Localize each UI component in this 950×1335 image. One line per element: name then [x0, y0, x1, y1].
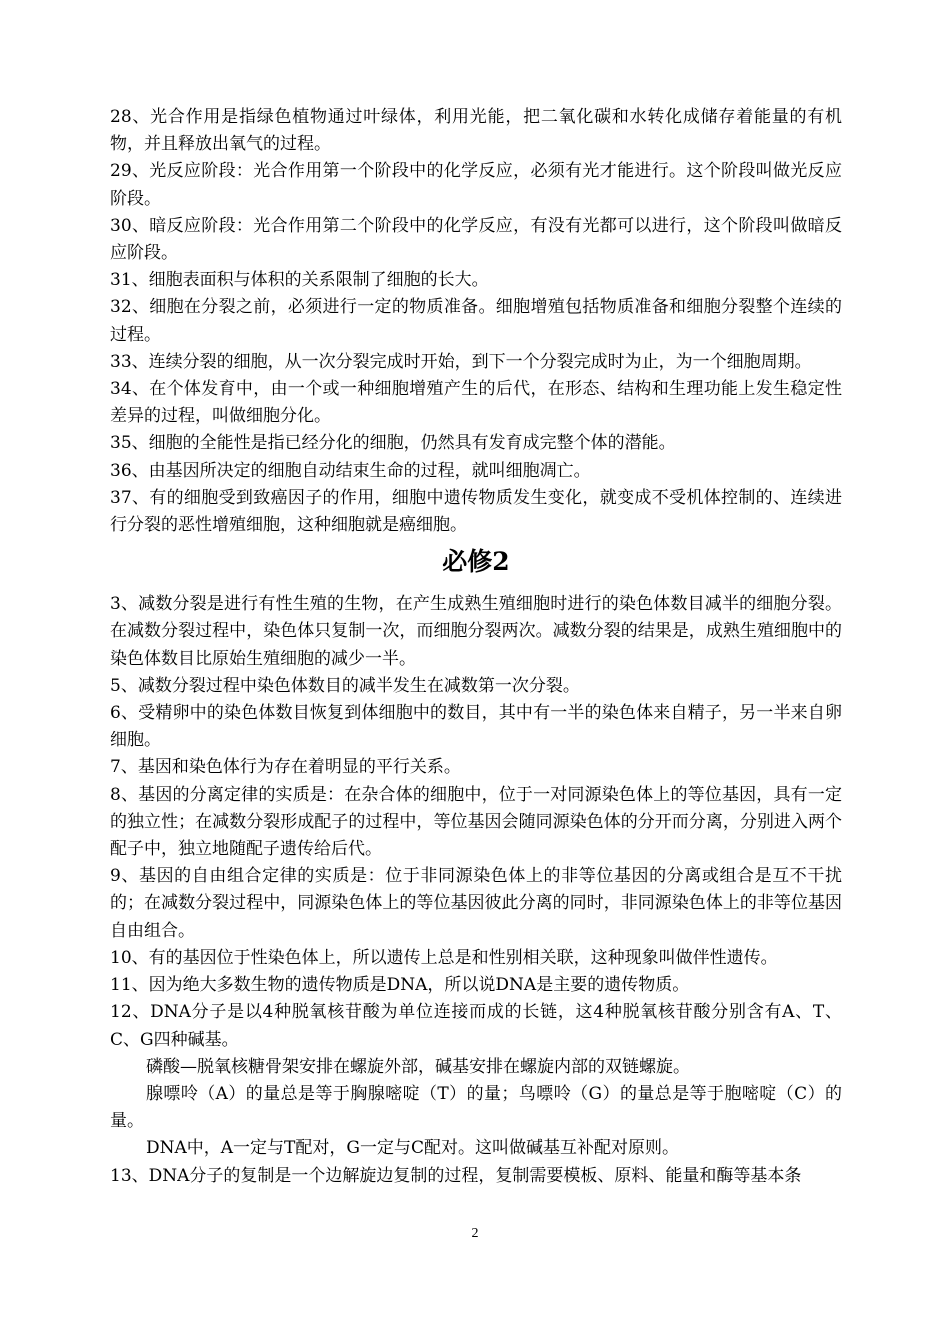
paragraph-35: 35、细胞的全能性是指已经分化的细胞，仍然具有发育成完整个体的潜能。 — [110, 433, 676, 454]
paragraph-7: 7、基因和染色体行为存在着明显的平行关系。 — [110, 757, 461, 778]
paragraph-37: 37、有的细胞受到致癌因子的作用，细胞中遗传物质发生变化，就变成不受机体控制的、连续进行分裂的恶性增殖细胞，这种细胞就是癌细胞。 — [110, 487, 842, 536]
paragraph-9: 9、基因的自由组合定律的实质是：位于非同源染色体上的非等位基因的分离或组合是互不干扰的；在减数分裂过程中，同源染色体上的等位基因彼此分离的同时，非同源染色体上的非等位基因自由组合。 — [110, 866, 842, 941]
paragraph-30: 30、暗反应阶段：光合作用第二个阶段中的化学反应，有没有光都可以进行，这个阶段叫做暗反应阶段。 — [110, 215, 842, 264]
indented-paragraph: 腺嘌呤（A）的量总是等于胸腺嘧啶（T）的量；鸟嘌呤（G）的量总是等于胞嘧啶（C）的量。 — [110, 1083, 842, 1132]
paragraph-33: 33、连续分裂的细胞，从一次分裂完成时开始，到下一个分裂完成时为止，为一个细胞周期。 — [110, 351, 812, 372]
paragraph-36: 36、由基因所决定的细胞自动结束生命的过程，就叫细胞凋亡。 — [110, 460, 591, 481]
paragraph-13: 13、DNA分子的复制是一个边解旋边复制的过程，复制需要模板、原料、能量和酶等基本条 — [110, 1165, 802, 1186]
paragraph-11: 11、因为绝大多数生物的遗传物质是DNA，所以说DNA是主要的遗传物质。 — [110, 975, 690, 996]
paragraph-3: 3、减数分裂是进行有性生殖的生物，在产生成熟生殖细胞时进行的染色体数目减半的细胞分裂。在减数分裂过程中，染色体只复制一次，而细胞分裂两次。减数分裂的结果是，成熟生殖细胞中的染色体数目比原始生殖细胞的减少一半。 — [110, 594, 842, 669]
paragraph-29: 29、光反应阶段：光合作用第一个阶段中的化学反应，必须有光才能进行。这个阶段叫做光反应阶段。 — [110, 161, 842, 209]
paragraph-12: 12、DNA分子是以4种脱氧核苷酸为单位连接而成的长链，这4种脱氧核苷酸分别含有A、T、C、G四种碱基。 — [110, 1002, 842, 1050]
page-number: 2 — [471, 1226, 479, 1241]
section-heading: 必修2 — [442, 547, 510, 577]
indented-paragraph: DNA中，A一定与T配对，G一定与C配对。这叫做碱基互补配对原则。 — [146, 1138, 679, 1159]
paragraph-5: 5、减数分裂过程中染色体数目的减半发生在减数第一次分裂。 — [110, 675, 580, 696]
paragraph-28: 28、光合作用是指绿色植物通过叶绿体，利用光能，把二氧化碳和水转化成储存着能量的有机物，并且释放出氧气的过程。 — [110, 107, 842, 155]
paragraph-32: 32、细胞在分裂之前，必须进行一定的物质准备。细胞增殖包括物质准备和细胞分裂整个连续的过程。 — [110, 297, 842, 345]
indented-paragraph: 磷酸—脱氧核糖骨架安排在螺旋外部，碱基安排在螺旋内部的双链螺旋。 — [146, 1056, 690, 1077]
paragraph-31: 31、细胞表面积与体积的关系限制了细胞的长大。 — [110, 270, 489, 291]
paragraph-10: 10、有的基因位于性染色体上，所以遗传上总是和性别相关联，这种现象叫做伴性遗传。 — [110, 947, 778, 968]
paragraph-34: 34、在个体发育中，由一个或一种细胞增殖产生的后代，在形态、结构和生理功能上发生稳定性差异的过程，叫做细胞分化。 — [110, 379, 842, 427]
paragraph-6: 6、受精卵中的染色体数目恢复到体细胞中的数目，其中有一半的染色体来自精子，另一半来自卵细胞。 — [110, 703, 842, 751]
page-content — [110, 104, 842, 1190]
paragraph-8: 8、基因的分离定律的实质是：在杂合体的细胞中，位于一对同源染色体上的等位基因，具有一定的独立性；在减数分裂形成配子的过程中，等位基因会随同源染色体的分开而分离，分别进入两个配子中，独立地随配子遗传给后代。 — [110, 784, 842, 860]
